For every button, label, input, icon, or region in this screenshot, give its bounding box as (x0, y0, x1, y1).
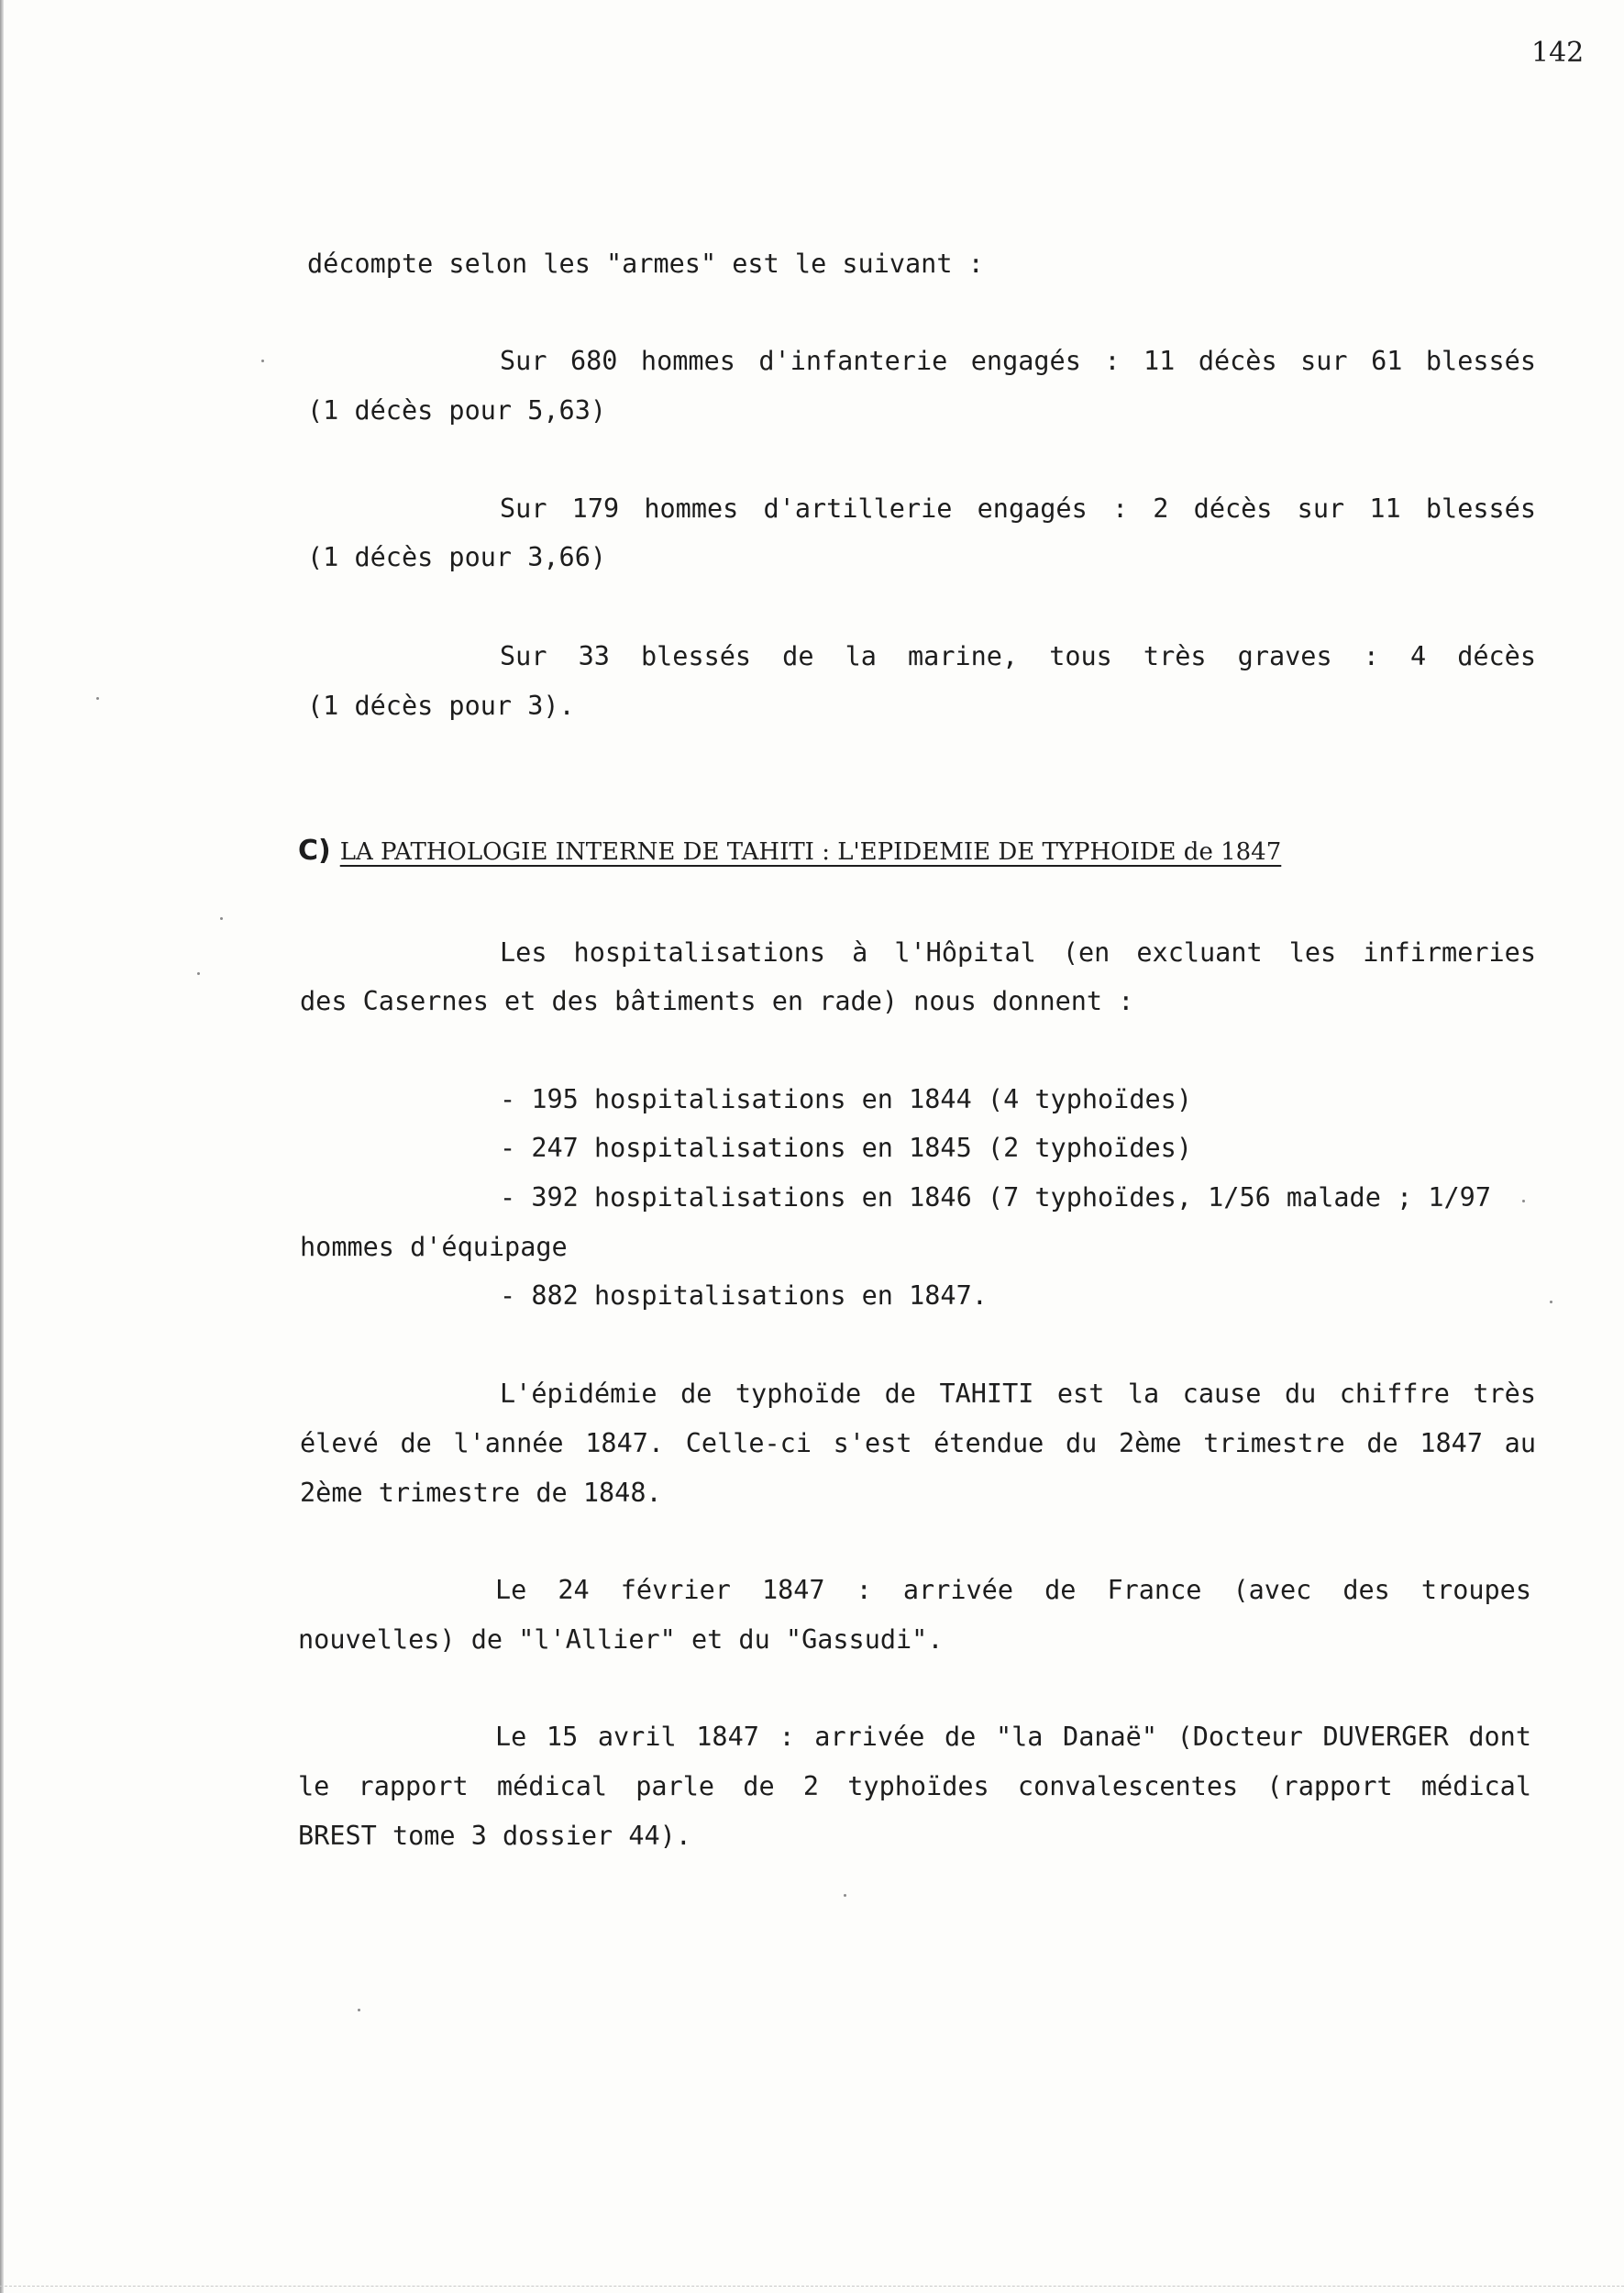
stat-navy-line2: (1 décès pour 3). (307, 691, 575, 721)
section-marker: C) (298, 835, 331, 867)
page-number: 142 (1531, 37, 1585, 69)
list-item-continuation: hommes d'équipage (300, 1232, 568, 1262)
list-item: - 247 hospitalisations en 1845 (2 typhoïdes) (500, 1133, 1192, 1163)
scan-speck (197, 972, 200, 975)
epidemic-paragraph-line3: 2ème trimestre de 1848. (300, 1478, 662, 1508)
scan-speck (844, 1894, 846, 1897)
april-paragraph-line3: BREST tome 3 dossier 44). (298, 1821, 691, 1851)
february-paragraph-line1: Le 24 février 1847 : arrivée de France (avec des troupes (495, 1575, 1531, 1605)
list-item: - 882 hospitalisations en 1847. (500, 1280, 988, 1311)
february-paragraph-line2: nouvelles) de "l'Allier" et du "Gassudi". (298, 1624, 944, 1655)
epidemic-paragraph-line1: L'épidémie de typhoïde de TAHITI est la cause du chiffre très (500, 1379, 1536, 1409)
section-heading (298, 835, 1281, 869)
stat-infantry-line2: (1 décès pour 5,63) (307, 395, 607, 426)
scan-speck (1550, 1301, 1552, 1303)
scan-speck (358, 2009, 360, 2011)
april-paragraph-line1: Le 15 avril 1847 : arrivée de "la Danaë" (Docteur DUVERGER dont (495, 1722, 1531, 1752)
stat-navy-line1: Sur 33 blessés de la marine, tous très graves : 4 décès (500, 641, 1536, 671)
hospital-paragraph-line2: des Casernes et des bâtiments en rade) nous donnent : (300, 986, 1134, 1016)
hospital-paragraph-line1: Les hospitalisations à l'Hôpital (en excluant les infirmeries (500, 937, 1536, 968)
page-bottom-rule (0, 2286, 1624, 2287)
april-paragraph-line2: le rapport médical parle de 2 typhoïdes convalescentes (rapport médical (298, 1771, 1531, 1801)
stat-infantry-line1: Sur 680 hommes d'infanterie engagés : 11 décès sur 61 blessés (500, 346, 1536, 376)
scan-speck (1522, 1200, 1525, 1202)
section-title: LA PATHOLOGIE INTERNE DE TAHITI : L'EPIDEMIE DE TYPHOIDE de 1847 (339, 838, 1282, 866)
scan-speck (261, 360, 264, 362)
list-item: - 195 hospitalisations en 1844 (4 typhoïdes) (500, 1084, 1192, 1114)
scan-speck (96, 697, 99, 700)
intro-line: décompte selon les "armes" est le suivant : (307, 249, 984, 279)
scan-speck (220, 917, 223, 920)
stat-artillery-line1: Sur 179 hommes d'artillerie engagés : 2 décès sur 11 blessés (500, 493, 1536, 524)
epidemic-paragraph-line2: élevé de l'année 1847. Celle-ci s'est étendue du 2ème trimestre de 1847 au (300, 1428, 1536, 1458)
page-binding-edge (0, 0, 4, 2293)
stat-artillery-line2: (1 décès pour 3,66) (307, 542, 607, 572)
list-item: - 392 hospitalisations en 1846 (7 typhoïdes, 1/56 malade ; 1/97 (500, 1182, 1491, 1213)
